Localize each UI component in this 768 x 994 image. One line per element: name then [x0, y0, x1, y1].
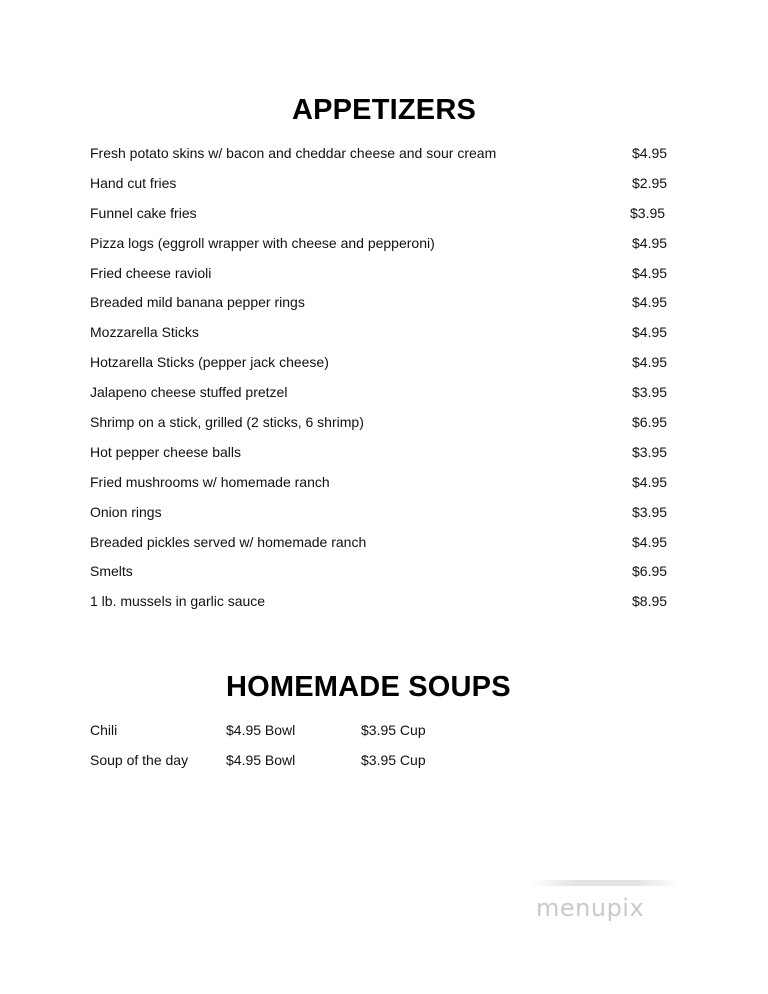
item-price: $6.95 [632, 414, 668, 431]
soup-cup-price: $3.95 Cup [361, 752, 426, 768]
menu-item [90, 352, 680, 382]
item-price: $2.95 [632, 174, 668, 191]
soups-list [90, 720, 490, 780]
item-name: Breaded pickles served w/ homemade ranch [90, 533, 367, 550]
item-price: $3.95 [632, 443, 668, 460]
item-price: $3.95 [632, 384, 668, 401]
soup-name: Chili [90, 722, 118, 738]
watermark-bar [530, 880, 680, 886]
appetizers-list [90, 143, 680, 621]
item-name: Fried cheese ravioli [90, 264, 212, 281]
menu-item [90, 502, 680, 532]
menu-item [90, 472, 680, 502]
item-price: $4.95 [632, 145, 668, 161]
menu-item [90, 412, 680, 442]
item-name: Shrimp on a stick, grilled (2 sticks, 6 shrimp) [90, 414, 364, 431]
menu-item [90, 591, 680, 621]
soup-row [90, 720, 490, 750]
item-price: $4.95 [632, 354, 668, 371]
menu-item [90, 382, 680, 412]
watermark-text: menupix [536, 894, 645, 922]
menu-item [90, 292, 680, 322]
soup-cup-price: $3.95 Cup [361, 722, 426, 738]
menu-item [90, 561, 680, 591]
item-name: Mozzarella Sticks [90, 324, 199, 341]
item-name: Breaded mild banana pepper rings [90, 294, 305, 311]
soup-name: Soup of the day [90, 752, 189, 768]
menu-item [90, 532, 680, 562]
menu-item [90, 322, 680, 352]
menu-item [90, 442, 680, 472]
item-price: $6.95 [632, 563, 668, 580]
menu-item [90, 143, 680, 173]
item-price: $4.95 [632, 264, 668, 281]
item-price: $4.95 [632, 234, 668, 251]
item-name: Hot pepper cheese balls [90, 443, 241, 460]
item-name: Onion rings [90, 503, 162, 520]
menu-item [90, 233, 680, 263]
item-price: $4.95 [632, 324, 668, 341]
item-name: Fried mushrooms w/ homemade ranch [90, 473, 330, 490]
item-name: 1 lb. mussels in garlic sauce [90, 593, 266, 610]
item-name: Smelts [90, 563, 133, 580]
soup-row [90, 750, 490, 780]
item-price: $4.95 [632, 473, 668, 490]
menu-item [90, 263, 680, 293]
item-price: $4.95 [632, 533, 668, 550]
item-name: Fresh potato skins w/ bacon and cheddar cheese and sour cream [90, 145, 497, 161]
item-name: Funnel cake fries [90, 204, 197, 221]
item-price: $3.95 [630, 204, 666, 221]
item-price: $8.95 [632, 593, 668, 610]
menu-item [90, 173, 680, 203]
item-name: Hotzarella Sticks (pepper jack cheese) [90, 354, 329, 371]
item-price: $3.95 [632, 503, 668, 520]
soups-heading: HOMEMADE SOUPS [226, 671, 511, 703]
item-name: Hand cut fries [90, 174, 177, 191]
appetizers-heading: APPETIZERS [291, 94, 477, 126]
item-name: Jalapeno cheese stuffed pretzel [90, 384, 288, 401]
soup-bowl-price: $4.95 Bowl [226, 752, 296, 768]
item-name: Pizza logs (eggroll wrapper with cheese and pepperoni) [90, 234, 435, 251]
menupix-watermark [530, 872, 690, 932]
item-price: $4.95 [632, 294, 668, 311]
menu-item [90, 203, 680, 233]
soup-bowl-price: $4.95 Bowl [226, 722, 296, 738]
